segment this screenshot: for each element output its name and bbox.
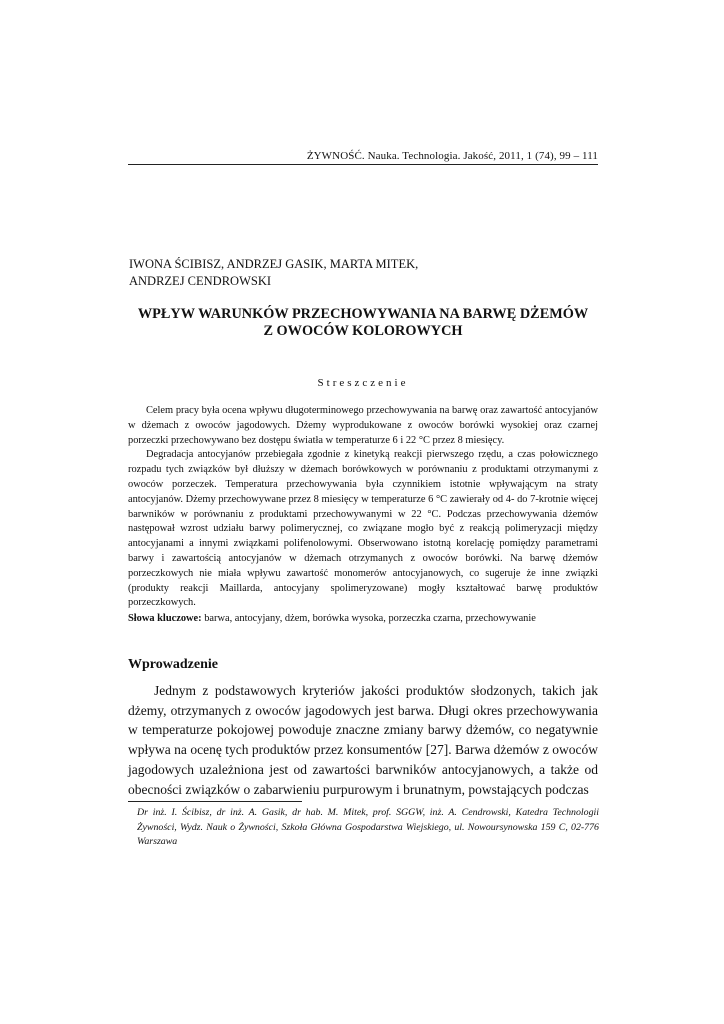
- keywords: [128, 612, 598, 626]
- authors-line-2: ANDRZEJ CENDROWSKI: [129, 274, 272, 288]
- introduction-body: [128, 681, 598, 799]
- abstract-heading: Streszczenie: [317, 377, 409, 389]
- author-affiliation-footnote: Dr inż. I. Ścibisz, dr inż. A. Gasik, dr hab. M. Mitek, prof. SGGW, inż. A. Cendrowski, Katedra Technologii Żywności, Wydz. Nauk o Żywności, Szkoła Główna Gospodarstwa Wiejskiego, ul. Nowoursynowska 159 C, 02-776 Warszawa: [137, 807, 599, 848]
- abstract-body: [128, 404, 598, 611]
- abstract-paragraph-1: Celem pracy była ocena wpływu długoterminowego przechowywania na barwę oraz zawartość antocyjanów w dżemach z owoców jagodowych. Dżemy wyprodukowane z owoców borówki wysokiej oraz czarnej porzeczki przechowywano bez dostępu światła w temperaturze 6 i 22 °C przez 8 miesięcy.: [128, 405, 598, 446]
- introduction-paragraph-1: Jednym z podstawowych kryteriów jakości produktów słodzonych, takich jak dżemy, otrzymanych z owoców jagodowych jest barwa. Długi okres przechowywania w temperaturze pokojowej powoduje znaczne zmiany barwy dżemów, co negatywnie wpływa na ocenę tych produktów przez konsumentów [27]. Barwa dżemów z owoców jagodowych uzależniona jest od zawartości barwników antocyjanowych, a także od obecności związków o zabarwieniu purpurowym i brunatnym, powstających podczas: [128, 683, 598, 797]
- keywords-label: Słowa kluczowe:: [128, 613, 202, 624]
- running-head: ŻYWNOŚĆ. Nauka. Technologia. Jakość, 2011, 1 (74), 99 – 111: [306, 150, 598, 162]
- header-rule: [128, 164, 598, 165]
- title-line-1: WPŁYW WARUNKÓW PRZECHOWYWANIA NA BARWĘ DŻEMÓW: [137, 306, 589, 322]
- article-title: [128, 306, 598, 340]
- footnote-rule: [128, 801, 302, 802]
- section-heading-introduction: Wprowadzenie: [128, 657, 218, 672]
- keywords-text: barwa, antocyjany, dżem, borówka wysoka, porzeczka czarna, przechowywanie: [201, 613, 536, 624]
- authors-line-1: IWONA ŚCIBISZ, ANDRZEJ GASIK, MARTA MITEK,: [129, 257, 419, 271]
- title-line-2: Z OWOCÓW KOLOROWYCH: [263, 323, 463, 339]
- abstract-paragraph-2: Degradacja antocyjanów przebiegała zgodnie z kinetyką reakcji pierwszego rzędu, a czas połowicznego rozpadu tych związków był dłuższy w dżemach borówkowych w porównaniu z produktami otrzymanymi z owoców porzeczek. Temperatura przechowywania była czynnikiem istotnie wpływającym na straty antocyjanów. Dżemy przechowywane przez 8 miesięcy w temperaturze 6 °C zawierały od 4- do 7-krotnie więcej barwników w porównaniu z produktami przechowywanymi w 22 °C. Podczas przechowywania dżemów następował wzrost udziału barwy polimerycznej, co związane mogło być z reakcją polimeryzacji między antocyjanami a innymi związkami polifenolowymi. Obserwowano istotną korelację pomiędzy parametrami barwy i zawartością antocyjanów w dżemach otrzymanych z owoców borówki. Na barwę dżemów porzeczkowych nie miała wpływu zawartość monomerów antocyjanowych, co sugeruje że inne związki (produkty reakcji Maillarda, antocyjany spolimeryzowane) mogły kształtować barwę produktów porzeczkowych.: [128, 449, 598, 609]
- author-list: [129, 256, 599, 290]
